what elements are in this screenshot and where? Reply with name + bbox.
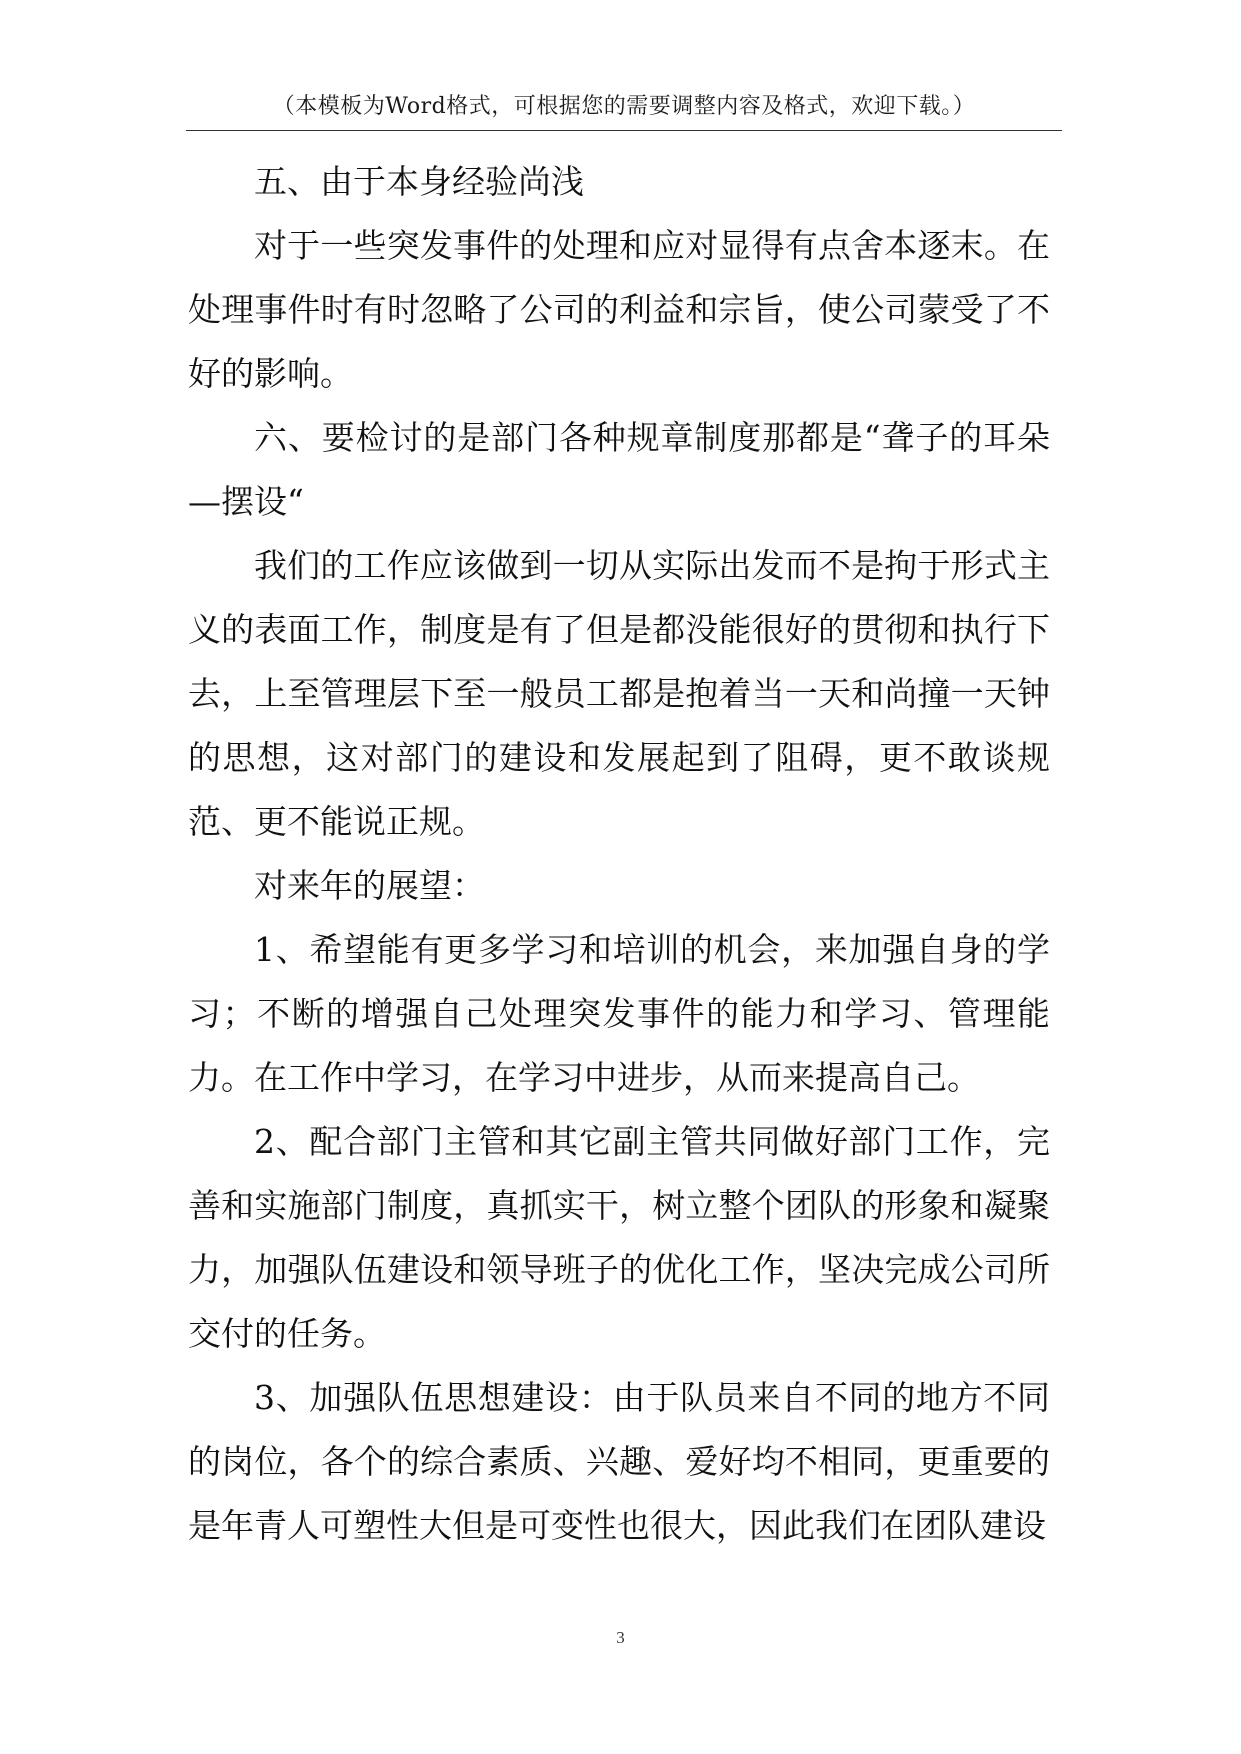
paragraph-item-3: 3、加强队伍思想建设：由于队员来自不同的地方不同的岗位，各个的综合素质、兴趣、爱好均不相同，更重要的是年青人可塑性大但是可变性也很大，因此我们在团队建设 <box>188 1378 1050 1545</box>
paragraph: 我们的工作应该做到一切从实际出发而不是拘于形式主义的表面工作，制度是有了但是都没能很好的贯彻和执行下去，上至管理层下至一般员工都是抱着当一天和尚撞一天钟的思想，这对部门的建设和发展起到了阻碍，更不敢谈规范、更不能说正规。 <box>188 546 1050 841</box>
document-body <box>188 150 1050 1558</box>
paragraph: 对于一些突发事件的处理和应对显得有点舍本逐末。在处理事件时有时忽略了公司的利益和宗旨，使公司蒙受了不好的影响。 <box>188 226 1050 393</box>
header-divider <box>186 130 1062 131</box>
paragraph-heading-6: 六、要检讨的是部门各种规章制度那都是“聋子的耳朵—摆设“ <box>188 418 1050 521</box>
page-number: 3 <box>616 1628 625 1647</box>
page-header-note: （本模板为Word格式，可根据您的需要调整内容及格式，欢迎下载。） <box>272 94 976 119</box>
paragraph-item-1: 1、希望能有更多学习和培训的机会，来加强自身的学习；不断的增强自己处理突发事件的能力和学习、管理能力。在工作中学习，在学习中进步，从而来提高自己。 <box>188 930 1050 1097</box>
paragraph-outlook-heading: 对来年的展望： <box>254 866 485 905</box>
paragraph-item-2: 2、配合部门主管和其它副主管共同做好部门工作，完善和实施部门制度，真抓实干，树立整个团队的形象和凝聚力，加强队伍建设和领导班子的优化工作，坚决完成公司所交付的任务。 <box>188 1122 1050 1353</box>
paragraph-heading-5: 五、由于本身经验尚浅 <box>254 162 584 201</box>
